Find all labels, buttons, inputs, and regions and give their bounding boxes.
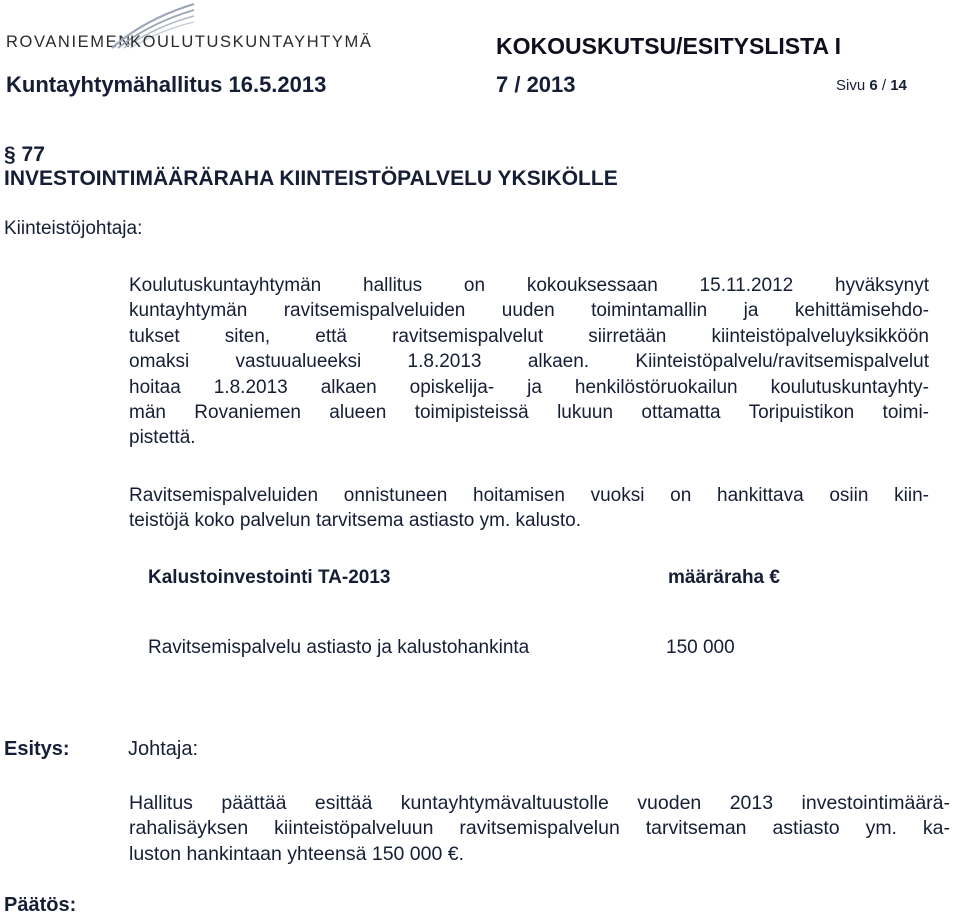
page-sep: / xyxy=(881,77,887,94)
paragraph-line: hoitaa 1.8.2013 alkaen opiskelija- ja henkilöstöruokailun koulutuskuntayhty- xyxy=(129,376,929,398)
page-current: 6 xyxy=(869,77,878,94)
proposal-presenter: Johtaja: xyxy=(128,738,199,760)
paragraph-line: omaksi vastuualueeksi 1.8.2013 alkaen. Kiinteistöpalvelu/ravitsemispalvelut xyxy=(129,351,929,373)
paragraph-line: luston hankintaan yhteensä 150 000 €. xyxy=(129,842,465,865)
paragraph-line: tukset siten, että ravitsemispalvelut siirretään kiinteistöpalveluyksikköön xyxy=(129,325,929,347)
section-symbol: § xyxy=(4,143,16,166)
page-label: Sivu xyxy=(836,77,866,94)
body-paragraph-1 xyxy=(129,273,929,451)
page-indicator xyxy=(836,77,907,94)
logo-left: ROVANIEMEN xyxy=(6,33,132,51)
meeting-number: 7 / 2013 xyxy=(496,72,576,97)
logo-right: KOULUTUSKUNTAYHTYMÄ xyxy=(130,33,373,51)
paragraph-line: Koulutuskuntayhtymän hallitus on kokouksessaan 15.11.2012 hyväksynyt xyxy=(129,275,929,296)
page-total: 14 xyxy=(890,77,907,94)
paragraph-line: Hallitus päättää esittää kuntayhtymävaltuustolle vuoden 2013 investointimäärä- xyxy=(129,792,950,814)
proposal-text xyxy=(129,791,950,867)
table-row-amount: 150 000 xyxy=(666,637,735,658)
section-title: INVESTOINTIMÄÄRÄRAHA KIINTEISTÖPALVELU YKSIKÖLLE xyxy=(4,167,618,190)
decision-label: Päätös: xyxy=(4,894,77,916)
paragraph-line: kuntayhtymän ravitsemispalveluiden uuden toimintamallin ja kehittämisehdo- xyxy=(129,300,929,322)
table-row-item: Ravitsemispalvelu astiasto ja kalustohankinta xyxy=(148,637,530,658)
document-type: KOKOUSKUTSU/ESITYSLISTA I xyxy=(496,33,842,59)
section-number xyxy=(4,143,45,167)
paragraph-line: Ravitsemispalveluiden onnistuneen hoitamisen vuoksi on hankittava osiin kiin- xyxy=(129,485,929,506)
section-num: 77 xyxy=(21,143,45,166)
presenter-label: Kiinteistöjohtaja: xyxy=(4,218,143,239)
paragraph-line: män Rovaniemen alueen toimipisteissä lukuun ottamatta Toripuistikon toimi- xyxy=(129,402,929,424)
body-paragraph-2 xyxy=(129,483,929,534)
table-header-amount: määräraha € xyxy=(668,567,780,588)
paragraph-line: pistettä. xyxy=(129,427,196,449)
proposal-label: Esitys: xyxy=(4,738,70,760)
paragraph-line: teistöjä koko palvelun tarvitsema astiasto ym. kalusto. xyxy=(129,510,581,532)
paragraph-line: rahalisäyksen kiinteistöpalveluun ravitsemispalvelun tarvitseman astiasto ym. ka- xyxy=(129,817,950,840)
table-header-item: Kalustoinvestointi TA-2013 xyxy=(148,567,391,588)
meeting-title: Kuntayhtymähallitus 16.5.2013 xyxy=(6,72,327,97)
